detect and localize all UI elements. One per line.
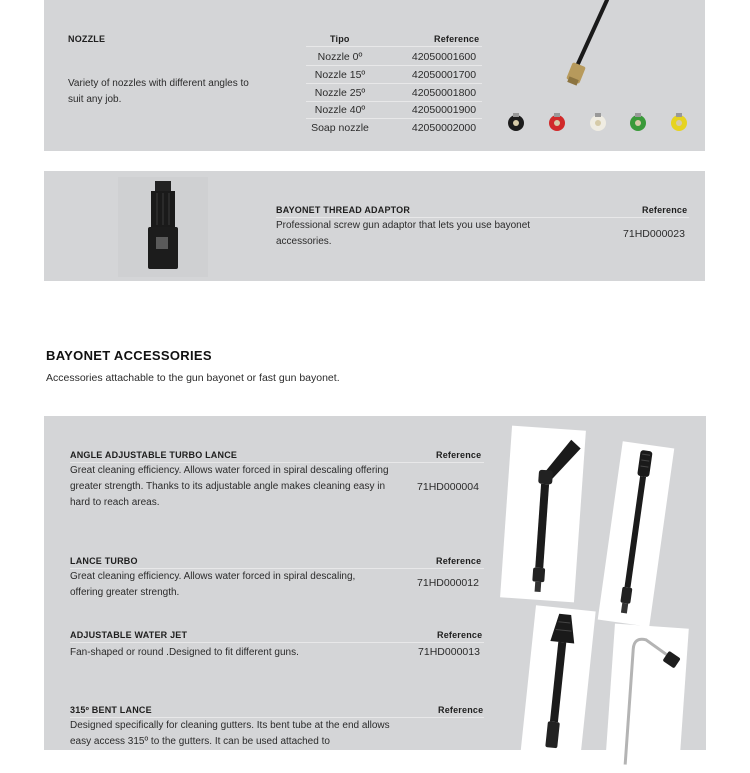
nozzle-lance-image: [549, 0, 619, 90]
angle-turbo-lance-image: [500, 426, 586, 603]
nozzle-tip-icon: [627, 111, 649, 135]
nozzle-description: Variety of nozzles with different angles to suit any job.: [68, 78, 249, 105]
nozzle-tip-icon: [546, 111, 568, 135]
accessory-title: LANCE TURBO: [70, 556, 138, 566]
accessory-description: Great cleaning efficiency. Allows water forced in spiral descaling offering greater strength. Thanks to its adjustable angle makes cleaning easy in hard to reach areas.: [70, 465, 389, 508]
adaptor-col-reference: Reference: [642, 205, 688, 215]
nozzle-row-ref: 42050001600: [411, 51, 477, 63]
nozzle-row-tipo: Nozzle 15º: [314, 69, 366, 81]
section-subtitle: Accessories attachable to the gun bayonet or fast gun bayonet.: [46, 372, 340, 384]
accessory-col-reference: Reference: [437, 630, 483, 640]
nozzle-tip-icon: [668, 111, 690, 135]
accessory-description: Fan-shaped or round .Designed to fit different guns.: [70, 647, 299, 658]
accessory-description: Great cleaning efficiency. Allows water forced in spiral descaling, offering greater strength.: [70, 571, 356, 598]
accessory-title: ANGLE ADJUSTABLE TURBO LANCE: [70, 450, 238, 460]
nozzle-tip-icon: [587, 111, 609, 135]
nozzle-row-tipo: Nozzle 0º: [317, 51, 363, 63]
adaptor-ref: 71HD000023: [623, 228, 685, 240]
nozzle-row-ref: 42050001700: [411, 69, 477, 81]
adaptor-panel: [44, 171, 705, 281]
nozzle-col-tipo: Tipo: [330, 34, 350, 44]
accessory-col-reference: Reference: [436, 556, 482, 566]
nozzle-row-tipo: Nozzle 25º: [314, 87, 366, 99]
accessory-ref: 71HD000004: [417, 481, 479, 493]
nozzle-row-tipo: Soap nozzle: [311, 122, 369, 134]
lance-turbo-image: [598, 441, 675, 626]
section-title: BAYONET ACCESSORIES: [46, 348, 212, 363]
nozzle-tip-icon: [505, 111, 527, 135]
accessory-title: ADJUSTABLE WATER JET: [70, 630, 188, 640]
accessory-ref: 71HD000013: [418, 646, 480, 658]
accessories-panel: [44, 416, 706, 750]
accessory-ref: 71HD000012: [417, 577, 479, 589]
nozzle-col-reference: Reference: [434, 34, 480, 44]
adaptor-image: [118, 177, 208, 277]
nozzle-title: NOZZLE: [68, 34, 106, 44]
adjustable-water-jet-image: [520, 605, 595, 760]
accessory-col-reference: Reference: [436, 450, 482, 460]
accessory-title: 315º BENT LANCE: [70, 705, 152, 715]
nozzle-row-tipo: Nozzle 40º: [314, 104, 366, 116]
nozzle-row-ref: 42050001800: [411, 87, 477, 99]
nozzle-row-ref: 42050002000: [411, 122, 477, 134]
accessory-col-reference: Reference: [438, 705, 484, 715]
accessory-description: Designed specifically for cleaning gutters. Its bent tube at the end allows easy access 315º to the gutters. It can be used attached to: [70, 720, 390, 747]
nozzle-panel: [44, 0, 705, 151]
adaptor-description: Professional screw gun adaptor that lets you use bayonet accessories.: [276, 220, 531, 247]
bent-lance-image: [605, 624, 689, 769]
nozzle-row-ref: 42050001900: [411, 104, 477, 116]
adaptor-title: BAYONET THREAD ADAPTOR: [276, 205, 411, 215]
